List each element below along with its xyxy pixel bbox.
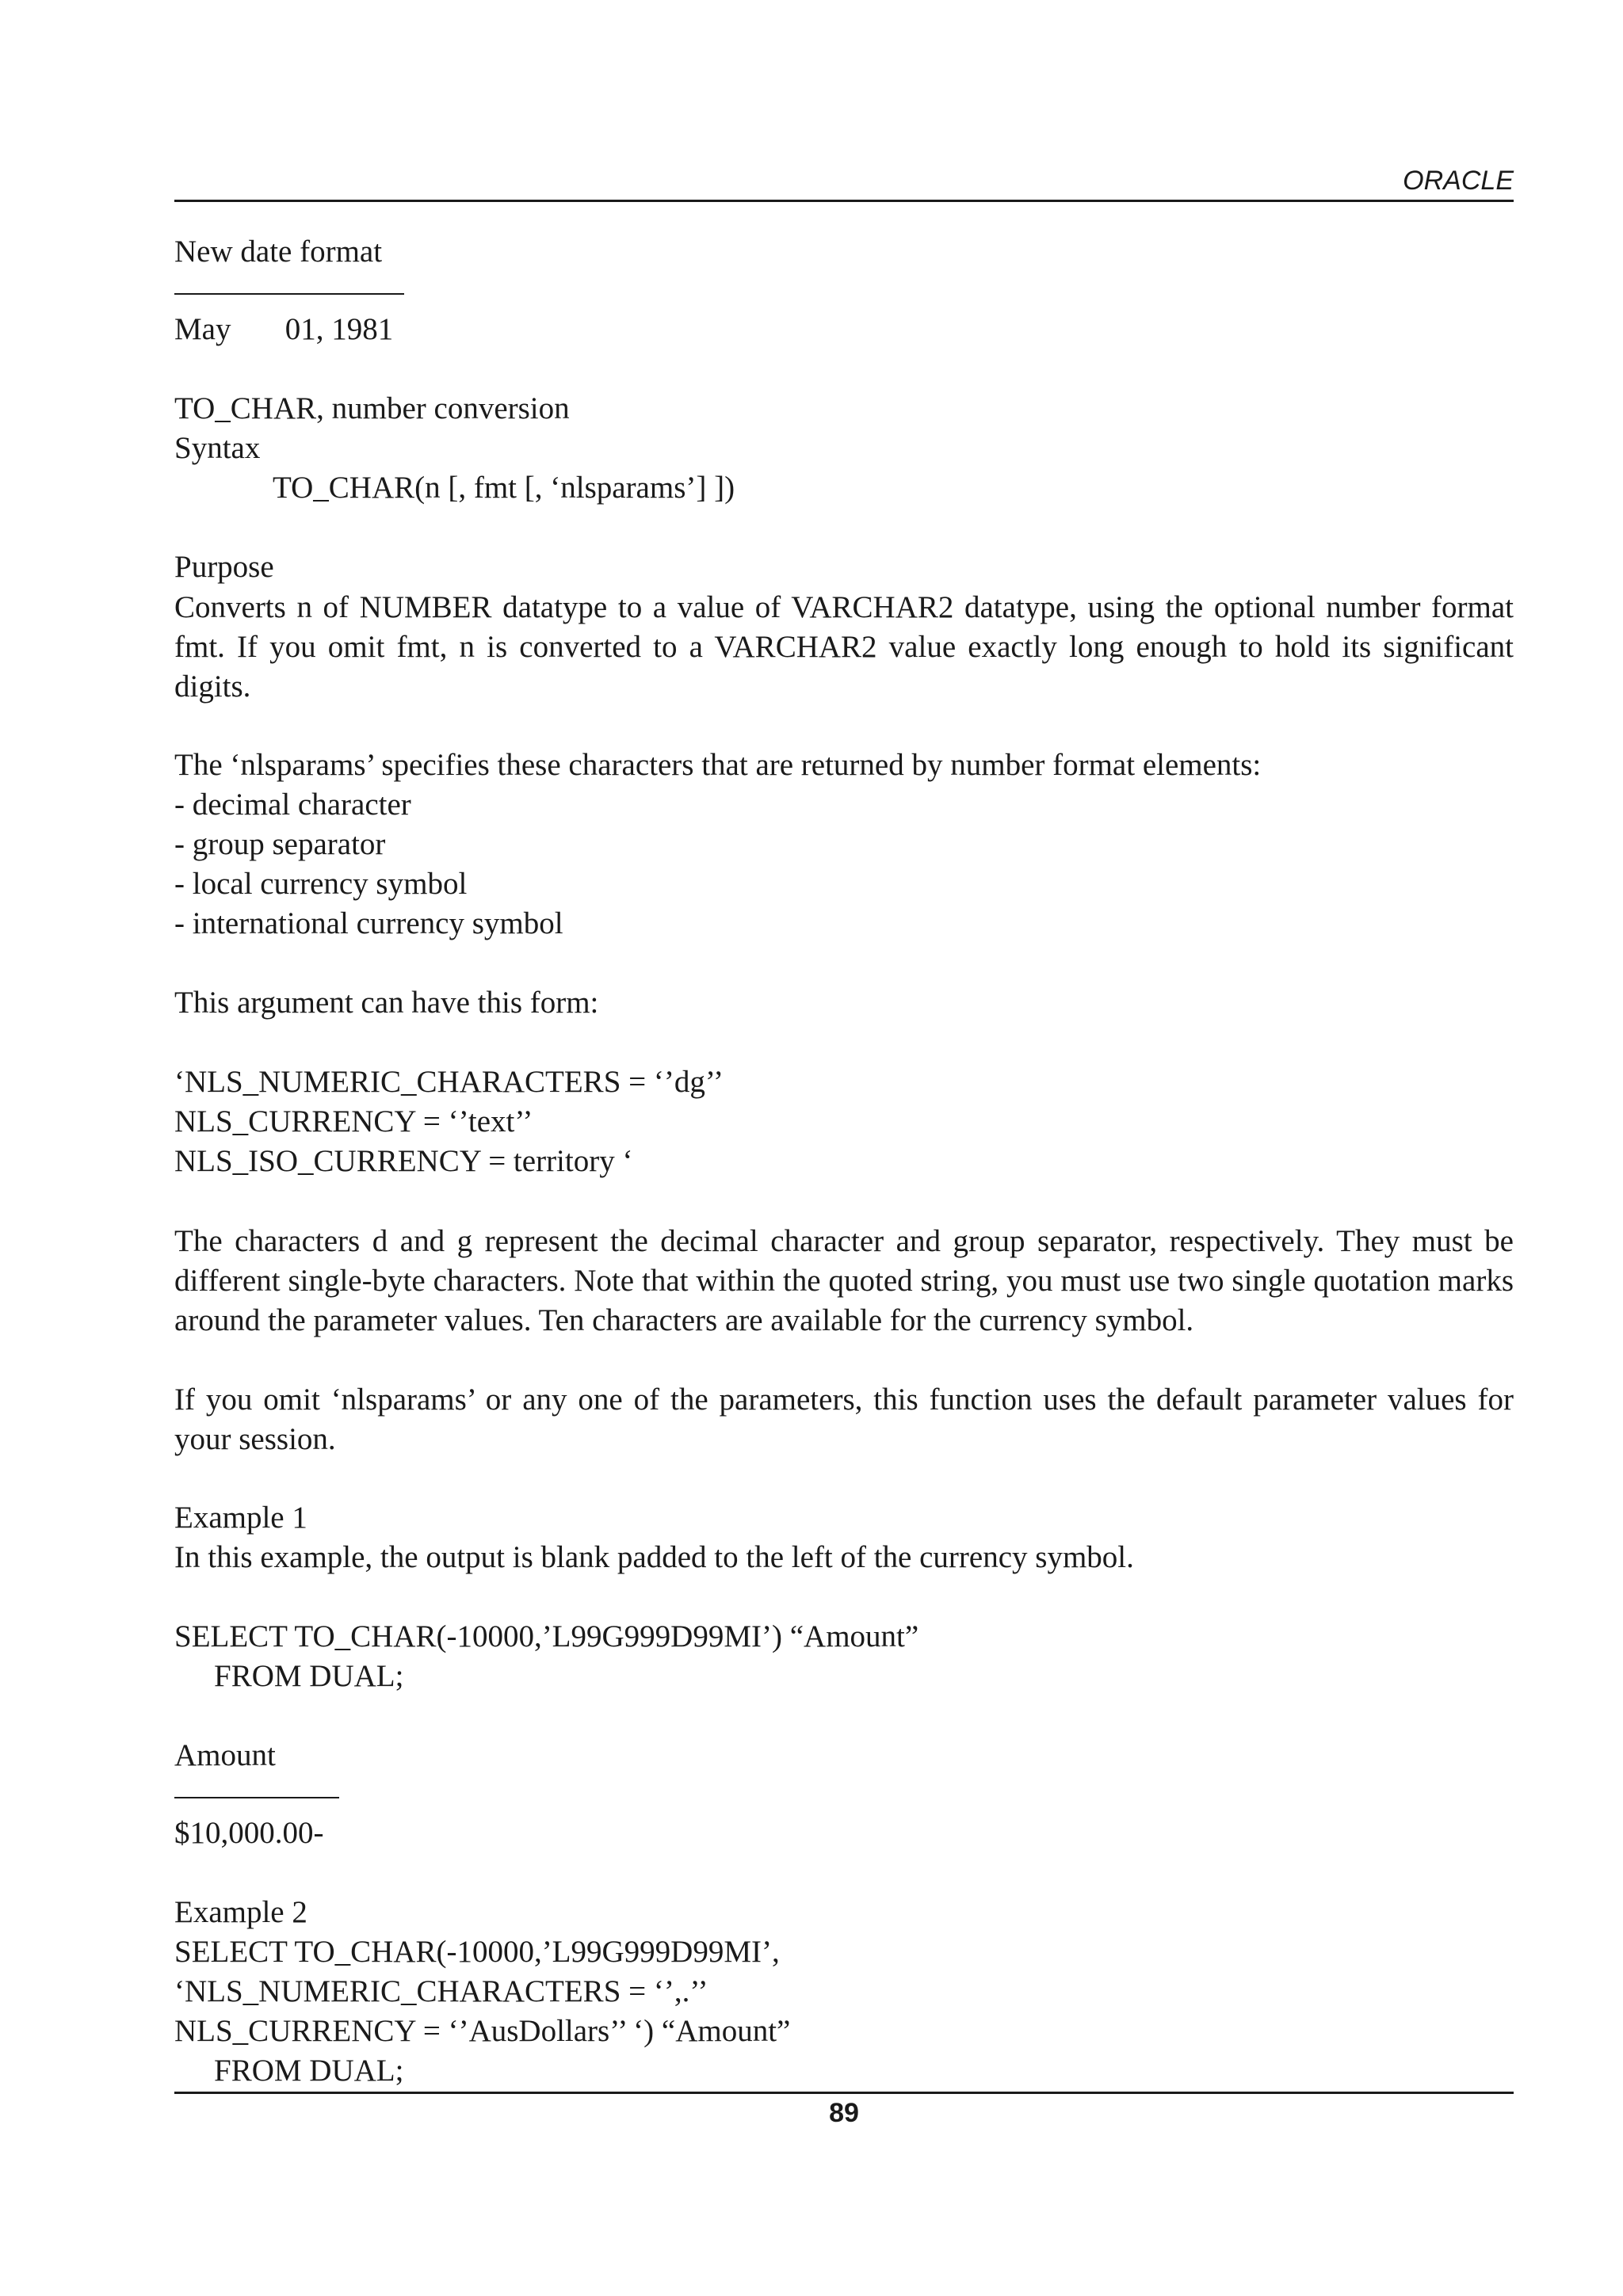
result-value: $10,000.00- <box>174 1816 324 1850</box>
date-output-heading: New date format <box>174 235 383 269</box>
omit-note: If you omit ‘nlsparams’ or any one of the parameters, this function uses the default parameter values for your session. <box>174 1383 1514 1456</box>
running-head: ORACLE <box>1403 166 1514 196</box>
form-line: ‘NLS_NUMERIC_CHARACTERS = ‘’dg’’ <box>174 1065 724 1099</box>
list-item: - group separator <box>174 827 386 861</box>
characters-explanation: The characters d and g represent the decimal character and group separator, respectively. They must be different single-byte characters. Note that within the quoted string, you must use two single quotation marks around the parameter values. Ten characters are available for the currency symbol. <box>174 1224 1514 1337</box>
syntax-label: Syntax <box>174 431 261 465</box>
list-item: - international currency symbol <box>174 906 563 940</box>
column-underline <box>174 293 404 295</box>
purpose-label: Purpose <box>174 550 274 584</box>
section-title: TO_CHAR, number conversion <box>174 391 570 425</box>
example1-description: In this example, the output is blank padded to the left of the currency symbol. <box>174 1540 1134 1574</box>
code-line: SELECT TO_CHAR(-10000,’L99G999D99MI’) “Amount” <box>174 1619 919 1653</box>
list-item: - local currency symbol <box>174 867 468 901</box>
page-number: 89 <box>829 2098 859 2128</box>
date-output-value: May 01, 1981 <box>174 312 394 346</box>
form-line: NLS_CURRENCY = ‘’text’’ <box>174 1104 533 1138</box>
example2-label: Example 2 <box>174 1895 307 1929</box>
form-intro: This argument can have this form: <box>174 986 599 1020</box>
header-rule <box>174 200 1514 202</box>
column-underline <box>174 1797 339 1798</box>
code-line: FROM DUAL; <box>214 2054 404 2088</box>
list-item: - decimal character <box>174 788 411 822</box>
footer-rule <box>174 2092 1514 2094</box>
result-heading: Amount <box>174 1738 276 1772</box>
example1-label: Example 1 <box>174 1501 307 1535</box>
code-line: ‘NLS_NUMERIC_CHARACTERS = ‘’,.’’ <box>174 1974 708 2008</box>
code-line: NLS_CURRENCY = ‘’AusDollars’’ ‘) “Amount” <box>174 2014 791 2048</box>
form-line: NLS_ISO_CURRENCY = territory ‘ <box>174 1144 633 1178</box>
purpose-text: Converts n of NUMBER datatype to a value of VARCHAR2 datatype, using the optional number format fmt. If you omit fmt, n is converted to a VARCHAR2 value exactly long enough to hold its significant digits. <box>174 590 1514 704</box>
code-line: FROM DUAL; <box>214 1659 404 1693</box>
syntax-statement: TO_CHAR(n [, fmt [, ‘nlsparams’] ]) <box>273 471 735 505</box>
code-line: SELECT TO_CHAR(-10000,’L99G999D99MI’, <box>174 1935 780 1969</box>
nlsparams-intro: The ‘nlsparams’ specifies these characters that are returned by number format elements: <box>174 748 1262 782</box>
